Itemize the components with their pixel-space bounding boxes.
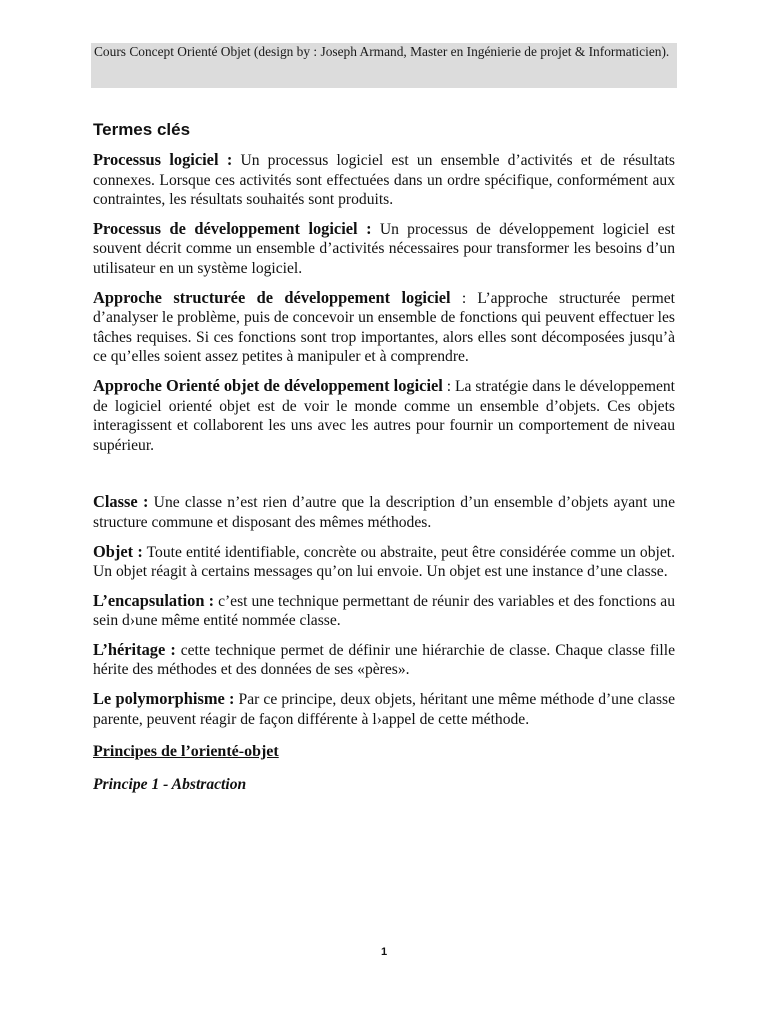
concept-term: L’héritage :	[93, 639, 176, 659]
definition-paragraph	[93, 288, 675, 367]
definition-text: : La stratégie dans le développement de logiciel orienté objet est de voir le monde comme un ensemble d’objets. Ces objets interagissent et collaborent les uns avec les autres pour fournir un comportement de niveau supérieur.	[93, 377, 676, 454]
definition-paragraph	[93, 150, 675, 210]
document-body	[93, 120, 675, 794]
concept-term: Classe :	[93, 492, 149, 512]
concept-term: L’encapsulation :	[93, 590, 215, 610]
page-number: 1	[380, 946, 388, 958]
definition-term: Processus de développement logiciel :	[93, 218, 372, 238]
definition-text: Un processus de développement logiciel est souvent décrit comme un ensemble d’activités nécessaires pour transformer les besoins d’un utilisateur en un système logiciel.	[93, 220, 675, 277]
definition-term: Approche structurée de développement logiciel	[93, 287, 451, 307]
principles-heading: Principes de l’orienté-objet	[93, 743, 279, 761]
spacer	[93, 464, 675, 492]
concept-paragraph	[93, 591, 675, 631]
definition-text: : L’approche structurée permet d’analyser le problème, puis de concevoir un ensemble de fonctions qui peuvent effectuer les tâches requises. Si ces fonctions sont trop importantes, alors elles sont décomposées jusqu’à ce qu’elles soient assez petites à manipuler et à comprendre.	[93, 289, 675, 366]
concept-paragraph	[93, 542, 675, 582]
document-header: Cours Concept Orienté Objet (design by : Joseph Armand, Master en Ingénierie de projet & Informaticien).	[91, 43, 677, 88]
concept-paragraph	[93, 689, 675, 729]
definition-paragraph	[93, 219, 675, 279]
concept-text: Toute entité identifiable, concrète ou abstraite, peut être considérée comme un objet. Un objet réagit à certains messages qu’on lui envoie. Un objet est une instance d’une classe.	[93, 543, 675, 581]
definition-term: Approche Orienté objet de développement logiciel	[93, 375, 443, 395]
concept-text: c’est une technique permettant de réunir des variables et des fonctions au sein d›une même entité nommée classe.	[93, 592, 676, 630]
concept-text: cette technique permet de définir une hiérarchie de classe. Chaque classe fille hérite des méthodes et des données de ses «pères».	[93, 641, 675, 679]
concept-term: Le polymorphisme :	[93, 689, 235, 709]
definition-term: Processus logiciel :	[93, 150, 233, 169]
concept-text: Une classe n’est rien d’autre que la description d’un ensemble d’objets ayant une structure commune et disposant des mêmes méthodes.	[93, 494, 675, 531]
definition-text: Un processus logiciel est un ensemble d’activités et de résultats connexes. Lorsque ces activités sont effectuées dans un ordre spécifique, conformément aux contraintes, les résultats souhaités sont produits.	[93, 152, 675, 209]
definition-paragraph	[93, 376, 675, 455]
concept-paragraph	[93, 492, 675, 532]
concept-term: Objet :	[93, 541, 143, 561]
concept-paragraph	[93, 640, 675, 680]
section-title: Termes clés	[93, 120, 191, 139]
principle-title: Principe 1 - Abstraction	[93, 776, 247, 794]
concept-text: Par ce principe, deux objets, héritant une même méthode d’une classe parente, peuvent réagir de façon différente à l›appel de cette méthode.	[93, 691, 675, 728]
